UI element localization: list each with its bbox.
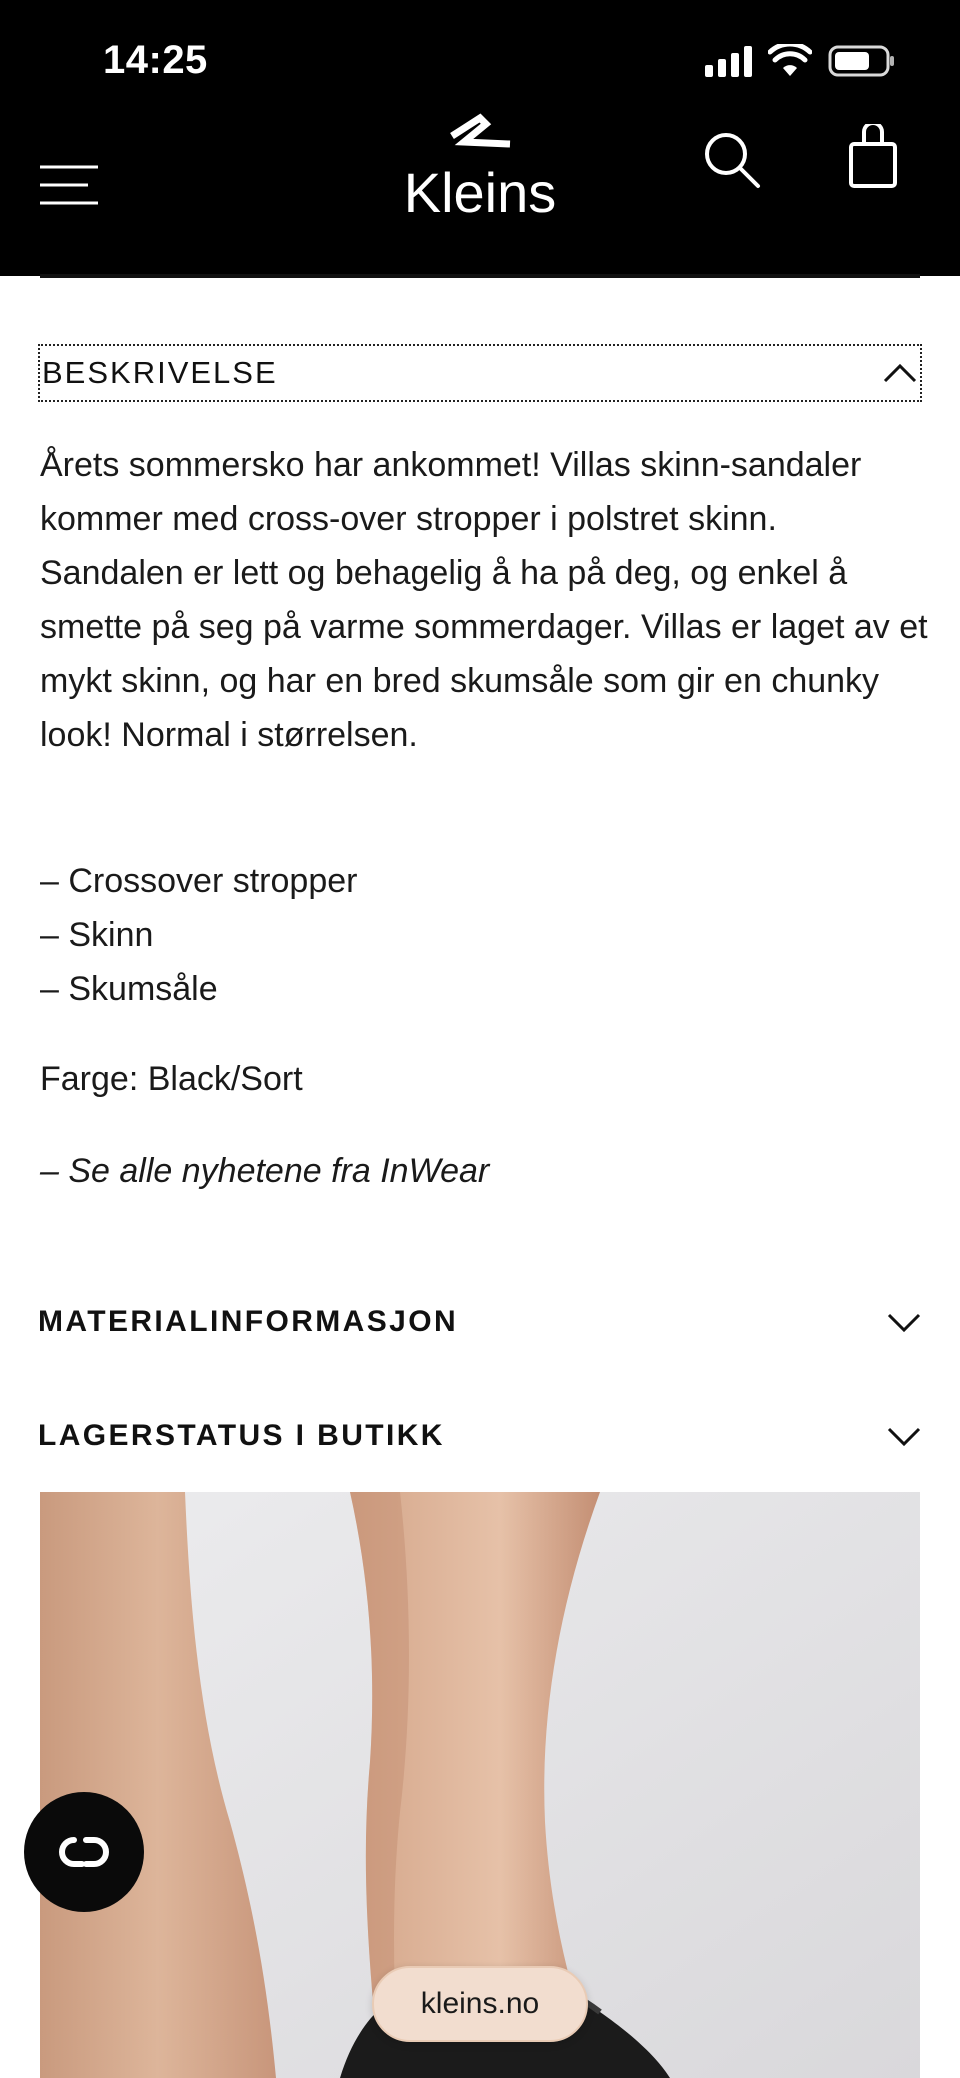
feature-list xyxy=(40,854,357,1016)
description-text xyxy=(40,438,930,798)
accordion-description-title: BESKRIVELSE xyxy=(42,355,278,390)
product-color: Farge: Black/Sort xyxy=(40,1060,303,1098)
list-item: – Skinn xyxy=(40,916,154,954)
kleins-logo[interactable] xyxy=(398,112,562,222)
list-item: – Crossover stropper xyxy=(40,862,358,900)
accordion-material-title: MATERIALINFORMASJON xyxy=(38,1305,459,1338)
status-time: 14:25 xyxy=(103,38,208,82)
header-divider xyxy=(40,274,920,278)
chat-button[interactable] xyxy=(24,1792,144,1912)
chevron-up-icon[interactable] xyxy=(882,361,918,385)
wifi-icon xyxy=(768,44,812,78)
accordion-stock-title: LAGERSTATUS I BUTIKK xyxy=(38,1419,445,1452)
cellular-signal-icon xyxy=(705,45,752,77)
hamburger-menu-icon[interactable] xyxy=(40,164,100,206)
search-icon[interactable] xyxy=(702,130,762,190)
battery-icon xyxy=(828,44,896,78)
chat-bubble-icon xyxy=(52,1834,116,1870)
description-paragraph: Årets sommersko har ankommet! Villas skinn-sandaler kommer med cross-over stropper i polstret skinn. Sandalen er lett og behagelig å ha på deg, og enkel å smette på seg på varme sommerdager. Villas er laget av et mykt skinn, og har en bred skumsåle som gir en chunky look! Normal i størrelsen. xyxy=(40,446,928,754)
brand-news-link[interactable]: – Se alle nyhetene fra InWear xyxy=(40,1152,490,1190)
url-pill[interactable]: kleins.no xyxy=(372,1966,588,2042)
kleins-wordmark: Kleins xyxy=(403,161,557,222)
site-header xyxy=(0,0,960,276)
list-item: – Skumsåle xyxy=(40,970,218,1008)
accordion-material-header[interactable] xyxy=(38,1294,922,1350)
shopping-bag-icon[interactable] xyxy=(848,124,898,188)
accordion-stock-header[interactable] xyxy=(38,1408,922,1464)
chevron-down-icon[interactable] xyxy=(886,1310,922,1334)
accordion-description-header[interactable] xyxy=(38,344,922,402)
chevron-down-icon[interactable] xyxy=(886,1424,922,1448)
status-icons xyxy=(705,44,896,78)
